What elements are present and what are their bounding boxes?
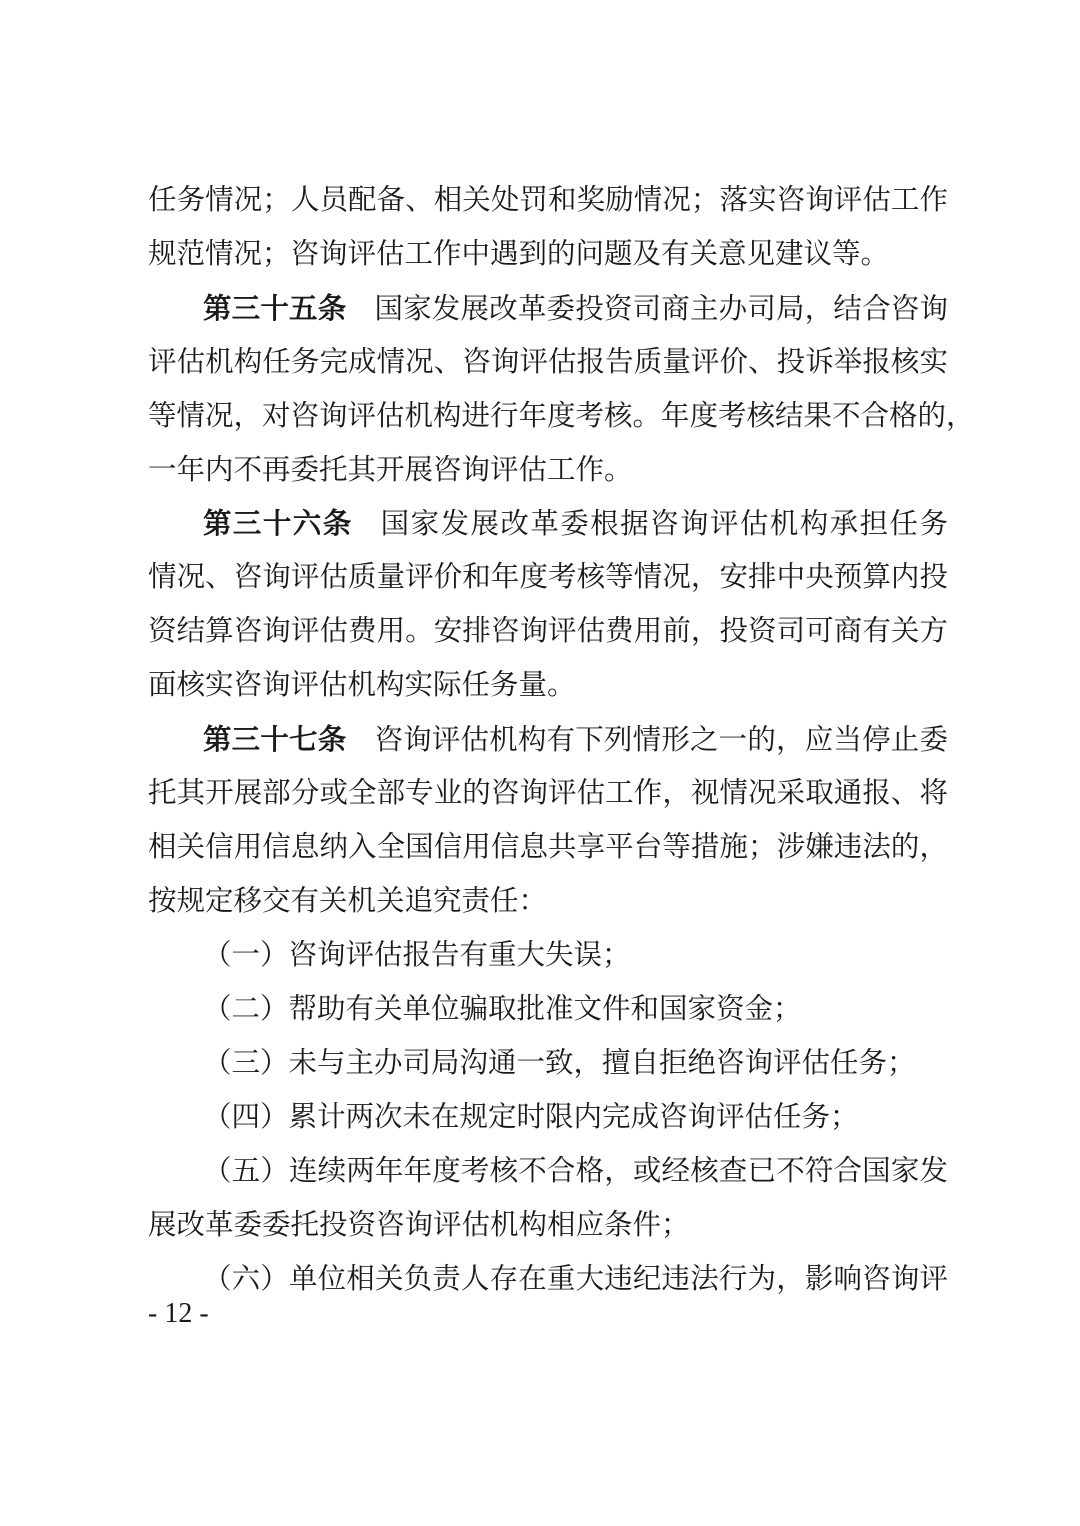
- list-item: （四）累计两次未在规定时限内完成咨询评估任务；: [203, 1100, 859, 1133]
- article-37-title: 第三十七条: [203, 722, 347, 756]
- article-35-first-line: 国家发展改革委投资司商主办司局，结合咨询: [374, 292, 948, 325]
- article-37-heading-line: [203, 719, 948, 759]
- list-item: （五）连续两年年度考核不合格，或经核查已不符合国家发: [203, 1154, 948, 1187]
- list-item: （六）单位相关负责人存在重大违纪违法行为，影响咨询评: [203, 1262, 948, 1295]
- text-line: 相关信用信息纳入全国信用信息共享平台等措施；涉嫌违法的，: [148, 830, 948, 863]
- list-item-continuation: 展改革委委托投资咨询评估机构相应条件；: [148, 1208, 690, 1241]
- text-line: 评估机构任务完成情况、咨询评估报告质量评价、投诉举报核实: [148, 345, 948, 378]
- list-item: （二）帮助有关单位骗取批准文件和国家资金；: [203, 992, 802, 1025]
- article-35-heading-line: [203, 288, 948, 328]
- page-number: - 12 -: [148, 1298, 209, 1329]
- text-line: 托其开展部分或全部专业的咨询评估工作，视情况采取通报、将: [148, 776, 948, 809]
- article-36-heading-line: [203, 503, 948, 543]
- text-line: 等情况，对咨询评估机构进行年度考核。年度考核结果不合格的，: [148, 399, 975, 432]
- text-line: 规范情况；咨询评估工作中遇到的问题及有关意见建议等。: [148, 237, 890, 270]
- article-36-title: 第三十六条: [203, 506, 353, 540]
- list-item: （三）未与主办司局沟通一致，擅自拒绝咨询评估任务；: [203, 1046, 916, 1079]
- text-line: 情况、咨询评估质量评价和年度考核等情况，安排中央预算内投: [148, 560, 948, 593]
- text-line: 一年内不再委托其开展咨询评估工作。: [148, 453, 633, 486]
- text-line: 按规定移交有关机关追究责任：: [148, 884, 548, 917]
- text-line: 任务情况；人员配备、相关处罚和奖励情况；落实咨询评估工作: [148, 183, 948, 216]
- text-line: 面核实咨询评估机构实际任务量。: [148, 668, 576, 701]
- article-35-title: 第三十五条: [203, 291, 347, 325]
- list-item: （一）咨询评估报告有重大失误；: [203, 938, 631, 971]
- text-line: 资结算咨询评估费用。安排咨询评估费用前，投资司可商有关方: [148, 614, 948, 647]
- article-36-first-line: 国家发展改革委根据咨询评估机构承担任务: [380, 507, 948, 540]
- article-37-first-line: 咨询评估机构有下列情形之一的，应当停止委: [374, 723, 948, 756]
